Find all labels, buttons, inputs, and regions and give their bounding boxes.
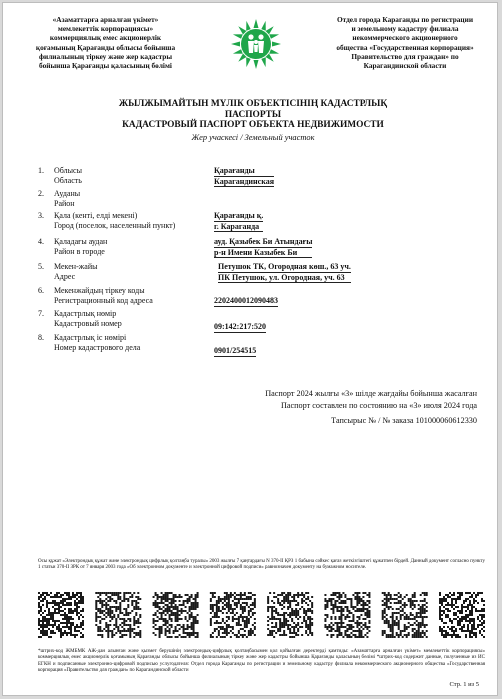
barcode-footnote: *штрих-код ЖМБМК АЖ-дан алынған және қызмет берушінің электрондық-цифрлық қолтаңбасымен қол қойылған деректерді қамтиды: «Азаматтарға арналған үкімет» мемлекеттік корпорациясы» коммерциялық емес акционерлік қоғамының Қарағанды облысы бойынша филиалының тіркеу және жер кадастры бойынша Қарағанды қаласының бөлімі *штрих-код содержит данные, полученные из ИС ЕГКН и подписанные электронно-цифровой подписью услугодателя: Отдел города Караганды по регистрации и земельному кадастру филиала некоммерческого акционерного общества «Государственная корпорация «Правительство для граждан» по Карагандинской области <box>38 649 485 673</box>
header-left-line: филиалының тіркеу және жер кадастры <box>38 51 173 61</box>
field-value-line: 09:142:217:520 <box>214 322 266 331</box>
field-value <box>214 346 256 357</box>
header-left-org <box>23 15 188 70</box>
field-value-line: г. Караганда <box>214 222 263 233</box>
qr-code-icon <box>267 592 313 638</box>
field-value <box>214 211 263 232</box>
field-value-line: Қарағанды <box>214 166 274 177</box>
header-right-line: и земельному кадастру филиала <box>351 24 459 34</box>
field-label-ru: Адрес <box>54 271 76 281</box>
field-value <box>214 322 266 333</box>
field-label <box>54 189 204 208</box>
field-label-kz: Кадастрлық іс нөмірі <box>54 333 127 342</box>
field-label <box>54 166 204 185</box>
field-value <box>214 166 274 187</box>
qr-code-icon <box>210 592 256 638</box>
field-value <box>214 237 312 258</box>
field-value-line: р-н Имени Казыбек Би <box>214 248 312 259</box>
field-number: 5. <box>38 262 44 271</box>
field-value <box>218 262 351 283</box>
field-value-line: ПК Петушок, ул. Огородная, уч. 63 <box>218 273 351 284</box>
field-value-line: 2202400012090483 <box>214 296 278 305</box>
qr-code-icon <box>439 592 485 638</box>
legal-footnote: Осы құжат «Электрондық құжат және электрондық цифрлық қолтаңба туралы» 2003 жылғы 7 қаңтардағы N 370-II ҚРЗ 1 бабына сәйкес қағаз жеткізгіштегі құжатпен бірдей. Данный документ согласно пункту 1 статьи 370-II ЗРК от 7 января 2003 года «Об электронном документе и электронной цифровой подписи» равнозначен документу на бумажном носителе. <box>38 559 485 571</box>
header-right-line: некоммерческого акционерного <box>352 33 458 43</box>
field-label-ru: Номер кадастрового дела <box>54 342 141 352</box>
title-line-ru: КАДАСТРОВЫЙ ПАСПОРТ ОБЪЕКТА НЕДВИЖИМОСТИ <box>122 120 384 130</box>
qr-code-icon <box>38 592 84 638</box>
header-left-line: «Азаматтарға арналған үкімет» <box>52 15 159 24</box>
header-right-org <box>321 15 489 70</box>
field-value-line: Петушок ТК, Огородная көш., 63 уч. <box>218 262 351 271</box>
header-left-line: мемлекеттік корпорациясы» <box>57 24 154 34</box>
field-label-ru: Регистрационный код адреса <box>54 295 153 305</box>
qr-codes <box>38 590 485 640</box>
qr-code-icon <box>153 592 199 638</box>
field-label-ru: Район <box>54 198 75 208</box>
field-value <box>214 296 278 307</box>
issued-date-kz: Паспорт 2024 жылғы «3» шілде жағдайы бойынша жасалған <box>265 389 477 398</box>
title-line-kz-2: ПАСПОРТЫ <box>224 109 282 120</box>
field-label-ru: Район в городе <box>54 246 105 256</box>
field-label-kz: Қаладағы аудан <box>54 237 108 246</box>
field-label-kz: Ауданы <box>54 189 81 198</box>
title-line-kz: ЖЫЛЖЫМАЙТЫН МҮЛІК ОБЪЕКТІСІНІҢ КАДАСТРЛЫҚ <box>118 99 388 109</box>
field-value-line: ауд. Қазыбек Би Атындағы <box>214 237 313 246</box>
order-number: Тапсырыс № / № заказа 101000060612330 <box>331 416 477 425</box>
qr-code-icon <box>324 592 370 638</box>
qr-code-icon <box>95 592 141 638</box>
field-label <box>54 237 204 256</box>
header-right-line: Отдел города Караганды по регистрации <box>336 15 474 24</box>
header-right-line: Правительство для граждан» по <box>351 51 459 61</box>
field-label-ru: Область <box>54 175 82 185</box>
field-label <box>54 309 204 328</box>
field-number: 3. <box>38 211 44 220</box>
field-number: 8. <box>38 333 44 342</box>
issued-date-ru: Паспорт составлен по состоянию на «3» июля 2024 года <box>280 401 477 410</box>
header-right-line: Карагандинской области <box>363 61 447 71</box>
document-page <box>2 2 498 696</box>
field-label-kz: Мекен-жайы <box>54 262 98 271</box>
field-label <box>54 262 204 281</box>
field-label-kz: Кадастрлық нөмір <box>54 309 117 318</box>
field-value-line: Карагандинская <box>214 176 275 186</box>
field-label-ru: Кадастровый номер <box>54 318 122 328</box>
field-label <box>54 211 214 230</box>
field-number: 7. <box>38 309 44 318</box>
field-label-kz: Қала (кенті, елді мекені) <box>54 211 138 220</box>
header-left-line: коммерциялық емес акционерлік <box>49 33 162 43</box>
object-type-subtitle: Жер учаскесі / Земельный участок <box>191 133 315 142</box>
qr-code-icon <box>382 592 428 638</box>
header-left-line: бойынша Қарағанды қаласының бөлімі <box>39 61 172 71</box>
field-number: 6. <box>38 286 44 295</box>
page-number: Стр. 1 из 5 <box>449 681 479 688</box>
field-number: 4. <box>38 237 44 246</box>
document-title <box>53 99 453 131</box>
field-number: 2. <box>38 189 44 198</box>
field-number: 1. <box>38 166 44 175</box>
field-label <box>54 286 204 305</box>
field-value-line: Қарағанды қ. <box>214 211 264 220</box>
header-left-line: қоғамының Қарағанды облысы бойынша <box>35 42 176 52</box>
field-value-line: 0901/254515 <box>214 346 257 355</box>
field-label-kz: Облысы <box>54 166 82 175</box>
header-right-line: общества «Государственная корпорация» <box>336 42 474 52</box>
field-label <box>54 333 204 352</box>
government-logo <box>229 17 283 71</box>
field-label-kz: Мекенжайдың тіркеу коды <box>54 286 145 295</box>
field-label-ru: Город (поселок, населенный пункт) <box>54 220 176 230</box>
qr-code-strip <box>38 590 485 640</box>
